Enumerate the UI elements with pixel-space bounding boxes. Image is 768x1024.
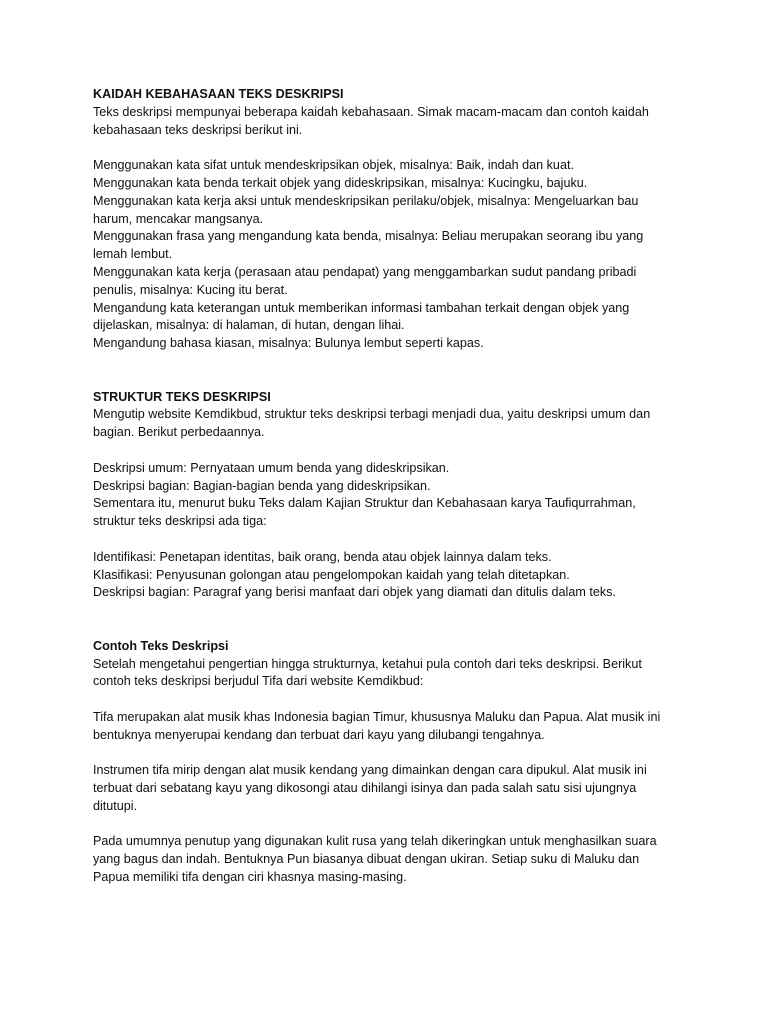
section-heading-kaidah: KAIDAH KEBAHASAAN TEKS DESKRIPSI [93,87,344,101]
paragraph-line: Instrumen tifa mirip dengan alat musik kendang yang dimainkan dengan cara dipukul. Alat musik ini [93,763,647,778]
section-spacer [93,602,693,620]
list-line: penulis, misalnya: Kucing itu berat. [93,282,288,297]
paragraph-line: Sementara itu, menurut buku Teks dalam Kajian Struktur dan Kebahasaan karya Taufiqurrahman, [93,496,636,511]
list-line: Menggunakan kata sifat untuk mendeskripsikan objek, misalnya: Baik, indah dan kuat. [93,158,574,173]
paragraph-line: Pada umumnya penutup yang digunakan kulit rusa yang telah dikeringkan untuk menghasilkan suara [93,834,657,849]
list-line: Deskripsi umum: Pernyataan umum benda yang dideskripsikan. [93,460,450,475]
paragraph-line: yang bagus dan indah. Bentuknya Pun biasanya dibuat dengan ukiran. Setiap suku di Maluku dan [93,852,640,867]
document-body [93,86,693,887]
paragraph-spacer [93,442,693,460]
list-line: Klasifikasi: Penyusunan golongan atau pengelompokan kaidah yang telah ditetapkan. [93,567,570,582]
paragraph-line: Papua memiliki tifa dengan ciri khasnya masing-masing. [93,870,407,885]
list-line: Deskripsi bagian: Paragraf yang berisi manfaat dari objek yang diamati dan ditulis dalam teks. [93,585,616,600]
paragraph-spacer [93,744,693,762]
paragraph-spacer [93,531,693,549]
list-line: Mengandung kata keterangan untuk memberikan informasi tambahan terkait dengan objek yang [93,300,630,315]
list-line: Menggunakan kata benda terkait objek yang dideskripsikan, misalnya: Kucingku, bajuku. [93,175,588,190]
section-spacer [93,371,693,389]
list-line: Menggunakan kata kerja aksi untuk mendeskripsikan perilaku/objek, misalnya: Mengeluarkan bau [93,193,639,208]
section-heading-struktur: STRUKTUR TEKS DESKRIPSI [93,389,271,404]
list-line: dijelaskan, misalnya: di halaman, di hutan, dengan lihai. [93,318,405,333]
paragraph-line: Tifa merupakan alat musik khas Indonesia bagian Timur, khususnya Maluku dan Papua. Alat musik ini [93,709,661,724]
paragraph-line: ditutupi. [93,798,138,813]
list-line: lemah lembut. [93,247,173,262]
section-heading-contoh: Contoh Teks Deskripsi [93,638,229,653]
list-line: Deskripsi bagian: Bagian-bagian benda yang dideskripsikan. [93,478,431,493]
list-line: Menggunakan frasa yang mengandung kata benda, misalnya: Beliau merupakan seorang ibu yang [93,229,644,244]
paragraph-line: Teks deskripsi mempunyai beberapa kaidah kebahasaan. Simak macam-macam dan contoh kaidah [93,104,649,119]
section-spacer [93,353,693,371]
list-line: harum, mencakar mangsanya. [93,211,264,226]
paragraph-line: bentuknya menyerupai kendang dan terbuat dari kayu yang dilubangi tengahnya. [93,727,545,742]
paragraph-spacer [93,139,693,157]
paragraph-line: Mengutip website Kemdikbud, struktur teks deskripsi terbagi menjadi dua, yaitu deskripsi umum dan [93,407,651,422]
section-spacer [93,620,693,638]
paragraph-line: struktur teks deskripsi ada tiga: [93,514,267,529]
paragraph-spacer [93,816,693,834]
paragraph-line: Setelah mengetahui pengertian hingga strukturnya, ketahui pula contoh dari teks deskripsi. Berikut [93,656,642,671]
paragraph-line: kebahasaan teks deskripsi berikut ini. [93,122,303,137]
paragraph-line: contoh teks deskripsi berjudul Tifa dari website Kemdikbud: [93,674,424,689]
list-line: Identifikasi: Penetapan identitas, baik orang, benda atau objek lainnya dalam teks. [93,549,552,564]
list-line: Menggunakan kata kerja (perasaan atau pendapat) yang menggambarkan sudut pandang pribadi [93,264,637,279]
list-line: Mengandung bahasa kiasan, misalnya: Bulunya lembut seperti kapas. [93,336,484,351]
paragraph-line: terbuat dari sebatang kayu yang dikosongi atau dihilangi isinya dan pada salah satu sisi ujungnya [93,781,637,796]
paragraph-line: bagian. Berikut perbedaannya. [93,425,265,440]
paragraph-spacer [93,691,693,709]
